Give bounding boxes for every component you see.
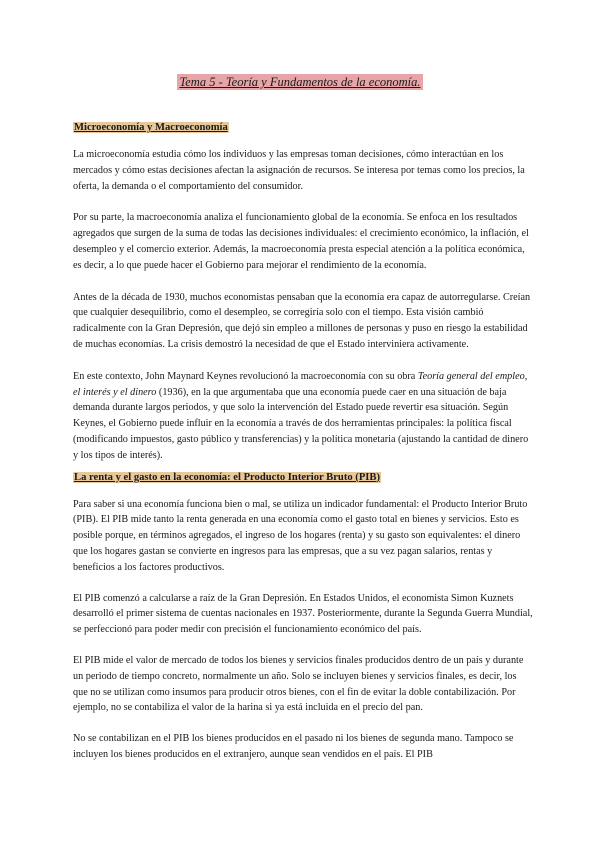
paragraph-keynes: En este contexto, John Maynard Keynes revolucionó la macroeconomía con su obra Teoría general del empleo, el interés y el dinero (1936), en la que argumentaba que una economía puede caer en una situación de baja demanda durante largos periodos, y que solo la intervención del Estado puede revertir esa situación. Según Keynes, el Gobierno puede influir en la economía a través de dos herramientas principales: la política fiscal (modificando impuestos, gasto público y transferencias) y la política monetaria (ajustando la cantidad de dinero y los tipos de interés).: [73, 370, 529, 461]
document-title: Tema 5 - Teoría y Fundamentos de la economía.: [179, 75, 421, 89]
book-title: Teoría general del empleo, el interés y el dinero: [73, 370, 528, 398]
paragraph: Para saber si una economía funciona bien o mal, se utiliza un indicador fundamental: el Producto Interior Bruto (PIB). El PIB mide tanto la renta generada en una economía como el gasto total en bienes y servicios. Esto es posible porque, en términos agregados, el ingreso de los hogares (renta) y su gasto son equivalentes: el dinero que los hogares gastan se convierte en ingresos para las empresas, que a su vez pagan salarios, rentas y beneficios a los factores productivos.: [73, 498, 528, 573]
paragraph: Antes de la década de 1930, muchos economistas pensaban que la economía era capaz de autorregularse. Creían que cualquier desequilibrio, como el desempleo, se corregiría solo con el tiempo. Esta visión cambió radicalmente con la Gran Depresión, que dejó sin empleo a millones de personas y puso en riesgo la estabilidad de muchas economías. La crisis demostró la necesidad de que el Estado interviniera activamente.: [73, 291, 531, 350]
paragraph: El PIB comenzó a calcularse a raíz de la Gran Depresión. En Estados Unidos, el economista Simon Kuznets desarrolló el primer sistema de cuentas nacionales en 1937. Posteriormente, durante la Segunda Guerra Mundial, se perfeccionó para poder medir con precisión el funcionamiento económico del país.: [73, 592, 533, 636]
paragraph: El PIB mide el valor de mercado de todos los bienes y servicios finales producidos dentro de un país y durante un periodo de tiempo concreto, normalmente un año. Solo se incluyen bienes y servicios finales, es decir, los que no se utilizan como insumos para producir otros bienes, con el fin de evitar la doble contabilización. Por ejemplo, no se contabiliza el valor de la harina si ya está incluida en el precio del pan.: [73, 654, 524, 714]
document-body: [73, 120, 533, 763]
paragraph: No se contabilizan en el PIB los bienes producidos en el pasado ni los bienes de segunda mano. Tampoco se incluyen los bienes producidos en el extranjero, aunque sean vendidos en el país. El PIB: [73, 733, 514, 760]
paragraph: La microeconomía estudia cómo los individuos y las empresas toman decisiones, cómo interactúan en los mercados y cómo estas decisiones afectan la asignación de recursos. Se interesa por temas como los precios, la oferta, la demanda o el comportamiento del consumidor.: [73, 149, 525, 192]
section-heading-pib: La renta y el gasto en la economía: el Producto Interior Bruto (PIB): [74, 471, 381, 483]
document-title-row: [0, 73, 600, 91]
section-heading-micro-macro: Microeconomía y Macroeconomía: [74, 122, 228, 133]
paragraph: Por su parte, la macroeconomía analiza el funcionamiento global de la economía. Se enfoca en los resultados agregados que surgen de la suma de todas las decisiones individuales: el crecimiento económico, la inflación, el desempleo y el comercio exterior. Además, la macroeconomía presta especial atención a la política económica, es decir, a lo que puede hacer el Gobierno para mejorar el rendimiento de la economía.: [73, 212, 529, 271]
